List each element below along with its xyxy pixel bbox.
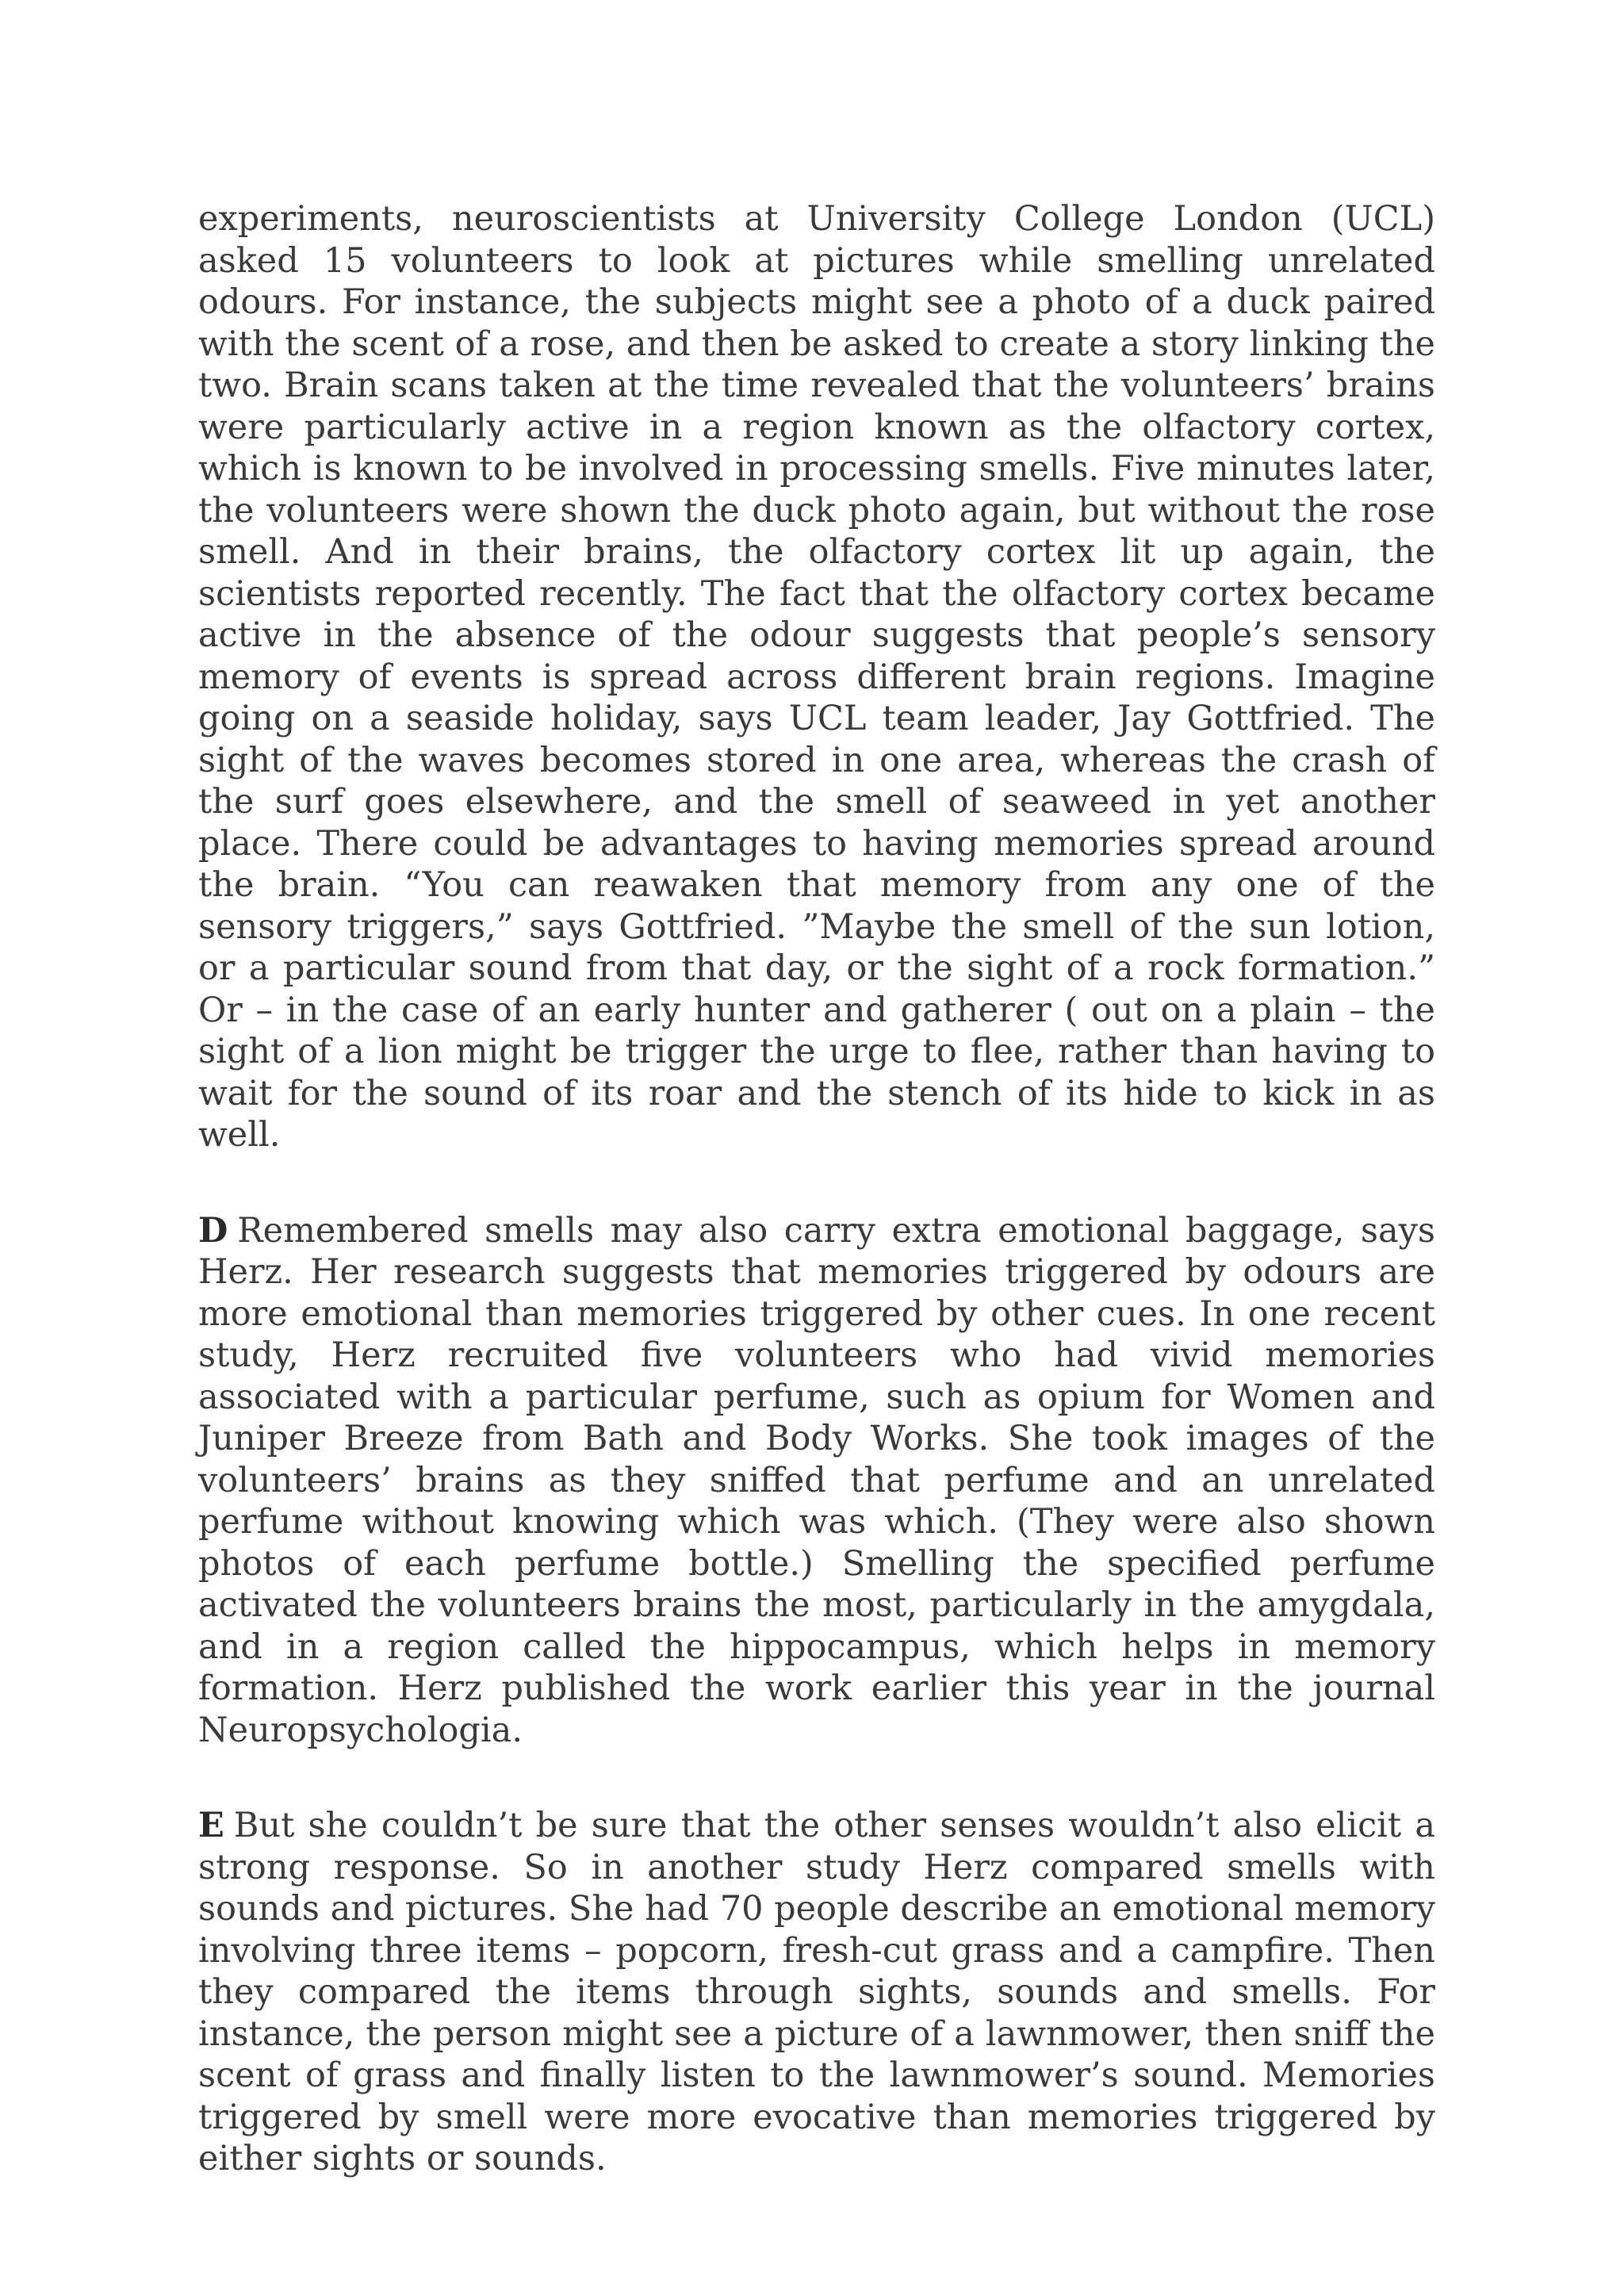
document-body [198, 198, 1435, 2180]
paragraph-text: But she couldn’t be sure that the other senses wouldn’t also elicit a strong response. So in another study Herz compared smells with sounds and pictures. She had 70 people describe an emotional memory involving three items – popcorn, fresh-cut grass and a campfire. Then they compared the items through sights, sounds and smells. For instance, the person might see a picture of a lawnmower, then sniff the scent of grass and finally listen to the lawnmower’s sound. Memories triggered by smell were more evocative than memories triggered by either sights or sounds. [198, 1806, 1435, 2178]
paragraph-letter: E [198, 1806, 224, 1845]
paragraph-d [198, 1210, 1435, 1752]
paragraph-text: Remembered smells may also carry extra emotional baggage, says Herz. Her research suggests that memories triggered by odours are more emotional than memories triggered by other cues. In one recent study, Herz recruited five volunteers who had vivid memories associated with a particular perfume, such as opium for Women and Juniper Breeze from Bath and Body Works. She took images of the volunteers’ brains as they sniffed that perfume and an unrelated perfume without knowing which was which. (They were also shown photos of each perfume bottle.) Smelling the specified perfume activated the volunteers brains the most, particularly in the amygdala, and in a region called the hippocampus, which helps in memory formation. Herz published the work earlier this year in the journal Neuropsychologia. [198, 1210, 1435, 1750]
paragraph-c-continued [198, 198, 1435, 1156]
paragraph-e [198, 1805, 1435, 2180]
paragraph-letter: D [198, 1210, 228, 1251]
paragraph-text: experiments, neuroscientists at University College London (UCL) asked 15 volunteers to look at pictures while smelling unrelated odours. For instance, the subjects might see a photo of a duck paired with the scent of a rose, and then be asked to create a story linking the two. Brain scans taken at the time revealed that the volunteers’ brains were particularly active in a region known as the olfactory cortex, which is known to be involved in processing smells. Five minutes later, the volunteers were shown the duck photo again, but without the rose smell. And in their brains, the olfactory cortex lit up again, the scientists reported recently. The fact that the olfactory cortex became active in the absence of the odour suggests that people’s sensory memory of events is spread across different brain regions. Imagine going on a seaside holiday, says UCL team leader, Jay Gottfried. The sight of the waves becomes stored in one area, whereas the crash of the surf goes elsewhere, and the smell of seaweed in yet another place. There could be advantages to having memories spread around the brain. “You can reawaken that memory from any one of the sensory triggers,” says Gottfried. ”Maybe the smell of the sun lotion, or a particular sound from that day, or the sight of a rock formation.” Or – in the case of an early hunter and gatherer ( out on a plain – the sight of a lion might be trigger the urge to flee, rather than having to wait for the sound of its roar and the stench of its hide to kick in as well. [198, 199, 1435, 1155]
